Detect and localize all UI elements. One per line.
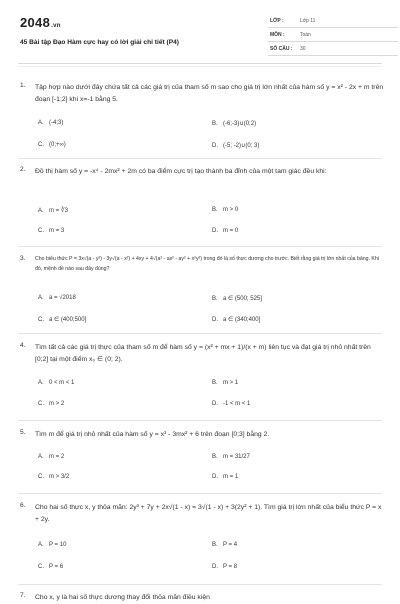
option-a[interactable]: A. (-4;3) — [38, 120, 64, 126]
option-a[interactable]: A. m = ∛3 — [38, 208, 68, 214]
question-text: Đồ thị hàm số y = -x⁴ - 2mx² + 2m có ba điểm cực trị tạo thành ba đỉnh của một tam giác đều khi: — [35, 168, 327, 175]
option-b[interactable]: B. (-6;-3)∪(0;2) — [212, 121, 257, 127]
option-a[interactable]: A. 0 < m < 1 — [38, 380, 75, 386]
meta-row-count — [268, 42, 398, 56]
question-number: 7. — [20, 592, 26, 599]
question-separator — [18, 493, 382, 494]
option-c[interactable]: C. a ∈ (400;500] — [38, 317, 87, 323]
option-b[interactable]: B. P = 4 — [212, 542, 238, 548]
option-c[interactable]: C. m = 3 — [38, 228, 65, 234]
option-b[interactable]: B. m > 0 — [212, 207, 239, 213]
option-d[interactable]: D. P = 8 — [212, 564, 238, 570]
option-a[interactable]: A. a = √2018 — [38, 295, 76, 301]
question-number: 4. — [20, 342, 26, 349]
question-text: Tập hợp nào dưới đây chứa tất cả các giá trị của tham số m sao cho giá trị lớn nhất của hàm số y = x² - 2x + m trên đoạn [-1;2] khi x=-1 bằng 5. — [35, 84, 384, 103]
question-separator — [18, 333, 382, 334]
question-separator — [18, 158, 382, 159]
meta-value: Lớp 11 — [300, 18, 316, 24]
question-separator — [18, 584, 382, 585]
meta-row-subject — [268, 28, 398, 42]
question-text: Cho hai số thực x, y thỏa mãn: 2y³ + 7y + 2x√(1 - x) = 3√(1 - x) + 3(2y² + 1). Tìm giá trị lớn nhất của biểu thức P = x + 2y. — [35, 504, 382, 523]
option-d[interactable]: D. -1 < m < 1 — [212, 401, 251, 407]
option-b[interactable]: B. m = 31/27 — [212, 454, 250, 460]
header-divider — [18, 63, 382, 64]
option-c[interactable]: C. m > 3/2 — [38, 474, 70, 480]
meta-table — [268, 14, 398, 56]
option-c[interactable]: C. m > 2 — [38, 401, 65, 407]
question-number: 3. — [20, 255, 26, 262]
header-divider-secondary — [18, 66, 382, 67]
option-c[interactable]: C. (0;+∞) — [38, 142, 66, 148]
option-d[interactable]: D. a ∈ (340;400] — [212, 317, 261, 323]
option-b[interactable]: B. m > 1 — [212, 380, 239, 386]
logo-text: 2048 — [20, 15, 51, 30]
question-separator — [18, 246, 382, 247]
question-number: 2. — [20, 166, 26, 173]
question-text: Cho biểu thức P = 3x√(a - y²) - 3y√(a - x²) + 4xy + 4√(a² - ax² - ay² + x²y²) trong đó là số thực dương cho trước. Biết rằng giá trị lớn nhất của bảng. Khi đó, mệnh đề nào sau đây đúng? — [35, 256, 379, 272]
option-c[interactable]: C. P = 6 — [38, 564, 64, 570]
site-logo[interactable] — [20, 15, 61, 30]
question-number: 5. — [20, 429, 26, 436]
option-d[interactable]: D. m = 1 — [212, 474, 239, 480]
meta-key: SỐ CÂU : — [270, 46, 293, 52]
meta-row-grade — [268, 14, 398, 28]
question-text: Cho x, y là hai số thực dương thay đổi thỏa mãn điều kiện — [35, 594, 210, 601]
meta-key: MÔN : — [270, 32, 285, 38]
meta-value: 30 — [300, 46, 306, 52]
option-d[interactable]: D. (-5; -2)∪(0; 3) — [212, 143, 260, 149]
option-b[interactable]: B. a ∈ (500; 525] — [212, 296, 262, 302]
question-text: Tìm tất cả các giá trị thực của tham số m để hàm số y = (x² + mx + 1)/(x + m) liên tục và đạt giá trị nhỏ nhất trên [0;2] tại một điểm x₀ ∈ (0; 2). — [35, 344, 371, 363]
question-text: Tìm m để giá trị nhỏ nhất của hàm số y = x³ - 3mx² + 6 trên đoạn [0;3] bằng 2. — [35, 431, 270, 438]
option-d[interactable]: D. m = 0 — [212, 228, 239, 234]
document-title: 45 Bài tập Đạo Hàm cực hay có lời giải chi tiết (P4) — [20, 39, 179, 46]
question-number: 1. — [20, 82, 26, 89]
option-a[interactable]: A. P = 10 — [38, 542, 67, 548]
meta-key: LỚP : — [270, 18, 284, 24]
logo-suffix: .vn — [51, 23, 61, 29]
meta-value: Toán — [300, 32, 311, 38]
worksheet-header — [18, 10, 382, 58]
question-separator — [18, 420, 382, 421]
option-a[interactable]: A. m = 2 — [38, 454, 65, 460]
question-number: 6. — [20, 502, 26, 509]
